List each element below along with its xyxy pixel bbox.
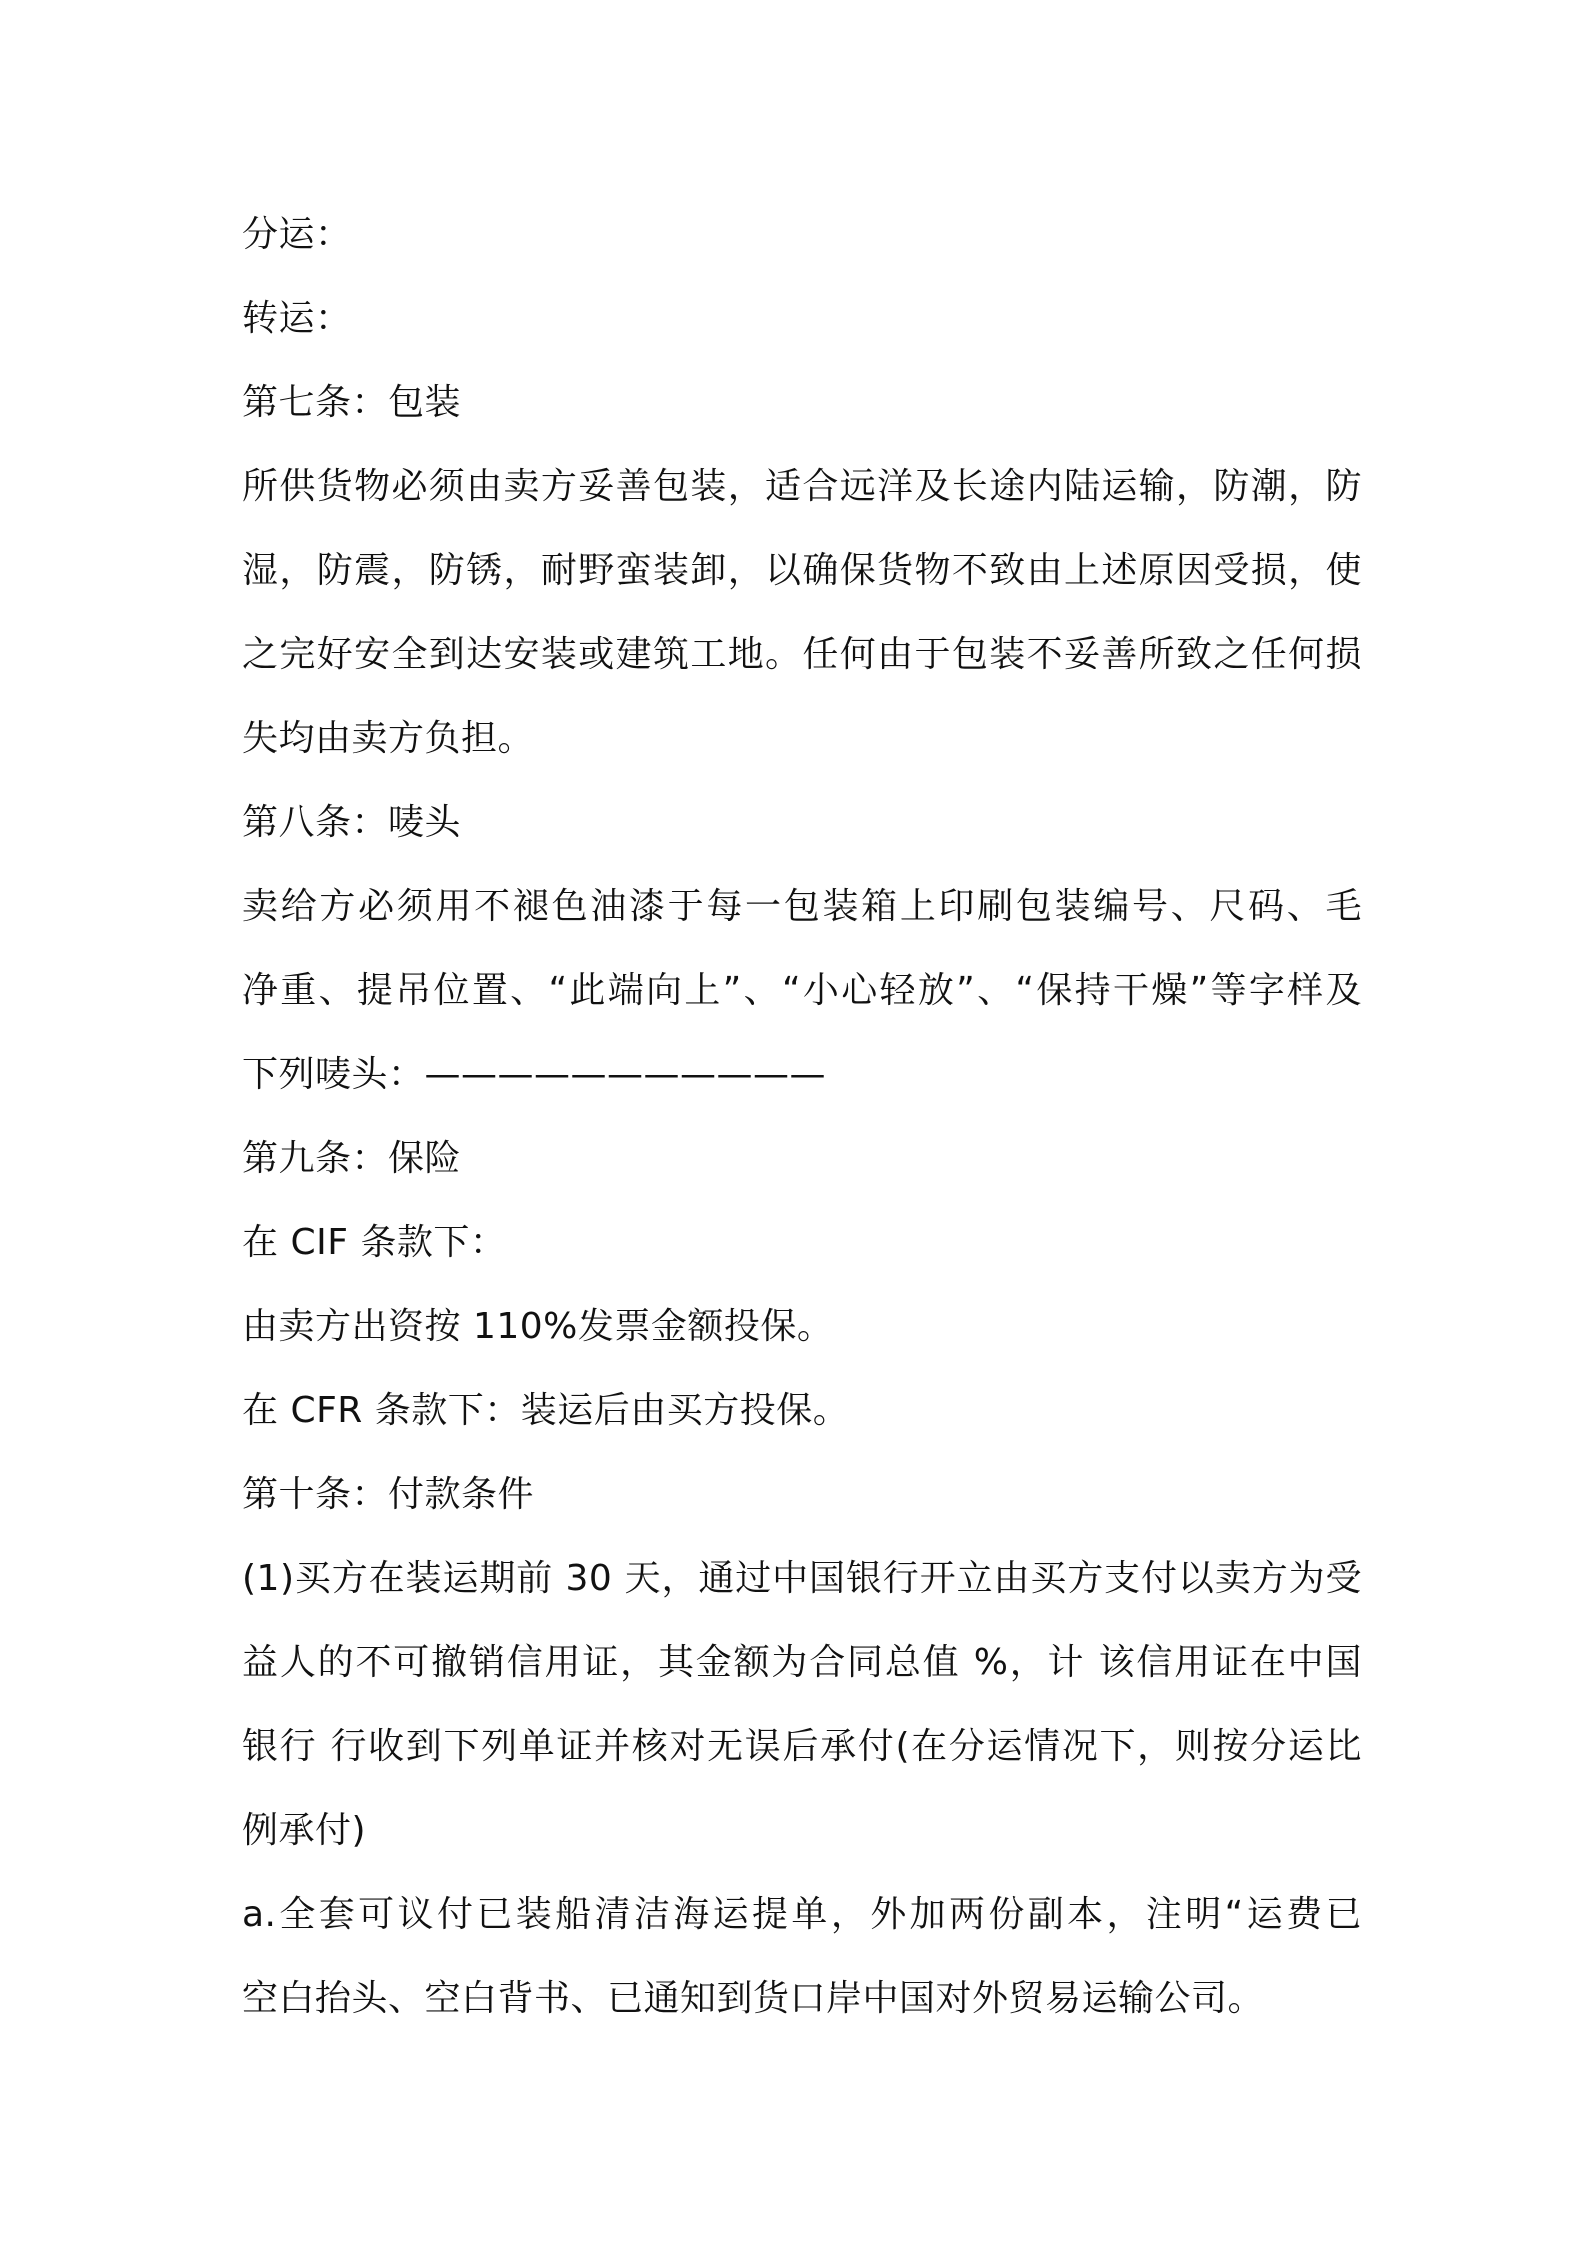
paragraph-line: 下列唛头：——————————— bbox=[242, 1054, 827, 1095]
paragraph-line: 益人的不可撤销信用证，其金额为合同总值 %，计 该信用证在中国 bbox=[242, 1642, 1362, 1683]
document-body bbox=[242, 193, 1362, 2041]
line-transshipment: 转运： bbox=[242, 298, 352, 339]
paragraph-line: 失均由卖方负担。 bbox=[242, 718, 535, 759]
paragraph-line: 例承付) bbox=[242, 1810, 367, 1851]
paragraph-line: (1)买方在装运期前 30 天，通过中国银行开立由买方支付以卖方为受 bbox=[242, 1558, 1362, 1599]
heading-article-10: 第十条：付款条件 bbox=[242, 1474, 535, 1515]
paragraph-line: 净重、提吊位置、“此端向上”、“小心轻放”、“保持干燥”等字样及 bbox=[242, 970, 1362, 1011]
paragraph-line: 在 CIF 条款下： bbox=[242, 1222, 507, 1263]
heading-article-7: 第七条：包装 bbox=[242, 382, 462, 423]
paragraph-line: 在 CFR 条款下：装运后由买方投保。 bbox=[242, 1390, 850, 1431]
paragraph-line: 空白抬头、空白背书、已通知到货口岸中国对外贸易运输公司。 bbox=[242, 1978, 1265, 2019]
line-partial-shipment: 分运： bbox=[242, 214, 352, 255]
paragraph-line: 所供货物必须由卖方妥善包装，适合远洋及长途内陆运输，防潮，防 bbox=[242, 466, 1362, 507]
paragraph-line: 湿，防震，防锈，耐野蛮装卸，以确保货物不致由上述原因受损，使 bbox=[242, 550, 1362, 591]
paragraph-line: 由卖方出资按 110%发票金额投保。 bbox=[242, 1306, 834, 1347]
paragraph-line: a.全套可议付已装船清洁海运提单，外加两份副本，注明“运费已 bbox=[242, 1894, 1362, 1935]
heading-article-9: 第九条：保险 bbox=[242, 1138, 462, 1179]
paragraph-line: 之完好安全到达安装或建筑工地。任何由于包装不妥善所致之任何损 bbox=[242, 634, 1362, 675]
heading-article-8: 第八条：唛头 bbox=[242, 802, 462, 843]
paragraph-line: 银行 行收到下列单证并核对无误后承付(在分运情况下，则按分运比 bbox=[242, 1726, 1362, 1767]
paragraph-line: 卖给方必须用不褪色油漆于每一包装箱上印刷包装编号、尺码、毛 bbox=[242, 886, 1362, 927]
